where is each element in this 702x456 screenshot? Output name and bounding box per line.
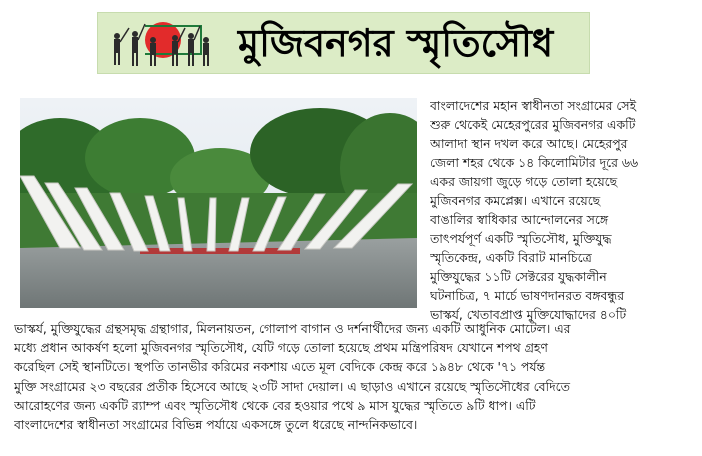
text-line: আলাদা স্থান দখল করে আছে। মেহেরপুর xyxy=(430,136,628,151)
text-line: মুক্তিযুদ্ধের ১১টি সেক্টরের যুদ্ধকালীন xyxy=(430,269,607,284)
text-line: আরোহণের জন্য একটি র‍্যাম্প এবং স্মৃতিসৌধ থেকে বের হওয়ার পথে ৯ মাস যুদ্ধের স্মৃতিতে ৯টি ধাপ। এটি xyxy=(14,397,536,413)
text-line: শুরু থেকেই মেহেরপুরের মুজিবনগর একটি xyxy=(430,117,636,132)
text-line: মুক্তি সংগ্রামের ২৩ বছরের প্রতীক হিসেবে আছে ২৩টি সাদা দেয়াল। এ ছাড়াও এখানে রয়েছে স্মৃতিসৌধের বেদিতে xyxy=(14,378,570,394)
page-title: মুজিবনগর স্মৃতিসৌধ xyxy=(238,21,554,65)
article-full-width-text xyxy=(14,319,694,434)
text-line: মধ্যে প্রধান আকর্ষণ হলো মুজিবনগর স্মৃতিসৌধ, যেটি গড়ে তোলা হয়েছে প্রথম মন্ত্রিপরিষদ যেখানে শপথ গ্রহণ xyxy=(14,340,548,356)
text-line: মুজিবনগর কমপ্লেক্স। এখানে রয়েছে xyxy=(430,193,601,208)
text-line: বাংলাদেশের মহান স্বাধীনতা সংগ্রামের সেই xyxy=(430,98,637,113)
title-banner xyxy=(97,12,590,74)
text-line: ঘটনাচিত্র, ৭ মার্চে ভাষণদানরত বঙ্গবন্ধুর xyxy=(430,288,625,303)
text-line: তাৎপর্যপূর্ণ একটি স্মৃতিসৌধ, মুক্তিযুদ্ধ xyxy=(430,231,612,246)
text-line: বাংলাদেশের স্বাধীনতা সংগ্রামের বিভিন্ন পর্যায়ে একসঙ্গে তুলে ধরেছে নান্দনিকভাবে। xyxy=(14,416,418,432)
text-line: জেলা শহর থেকে ১৪ কিলোমিটার দূরে ৬৬ xyxy=(430,155,639,170)
article-column-text xyxy=(430,96,692,324)
text-line: ভাস্কর্য, মুক্তিযুদ্ধের গ্রন্থসমৃদ্ধ গ্রন্থাগার, মিলনায়তন, গোলাপ বাগান ও দর্শনার্থীদের জন্য একটি আধুনিক মোটেল। এর xyxy=(14,321,571,336)
text-line: ভাস্কর্য, খেতাবপ্রাপ্ত মুক্তিযোদ্ধাদের ৪০টি xyxy=(430,307,627,322)
text-line: করেছিল সেই স্থানটিতে। স্থপতি তানভীর করিমের নকশায় এতে মূল বেদিকে কেন্দ্র করে ১৯৪৮ থেকে '৭১ পর্যন্ত xyxy=(14,359,546,375)
memorial-photo-icon xyxy=(20,98,417,308)
text-line: স্মৃতিকেন্দ্র, একটি বিরাট মানচিত্রে xyxy=(430,250,592,265)
text-line: একর জায়গা জুড়ে গড়ে তোলা হয়েছে xyxy=(430,174,618,189)
freedom-fighters-flag-icon xyxy=(105,18,215,70)
text-line: বাঙালির স্বাধিকার আন্দোলনের সঙ্গে xyxy=(430,212,609,227)
